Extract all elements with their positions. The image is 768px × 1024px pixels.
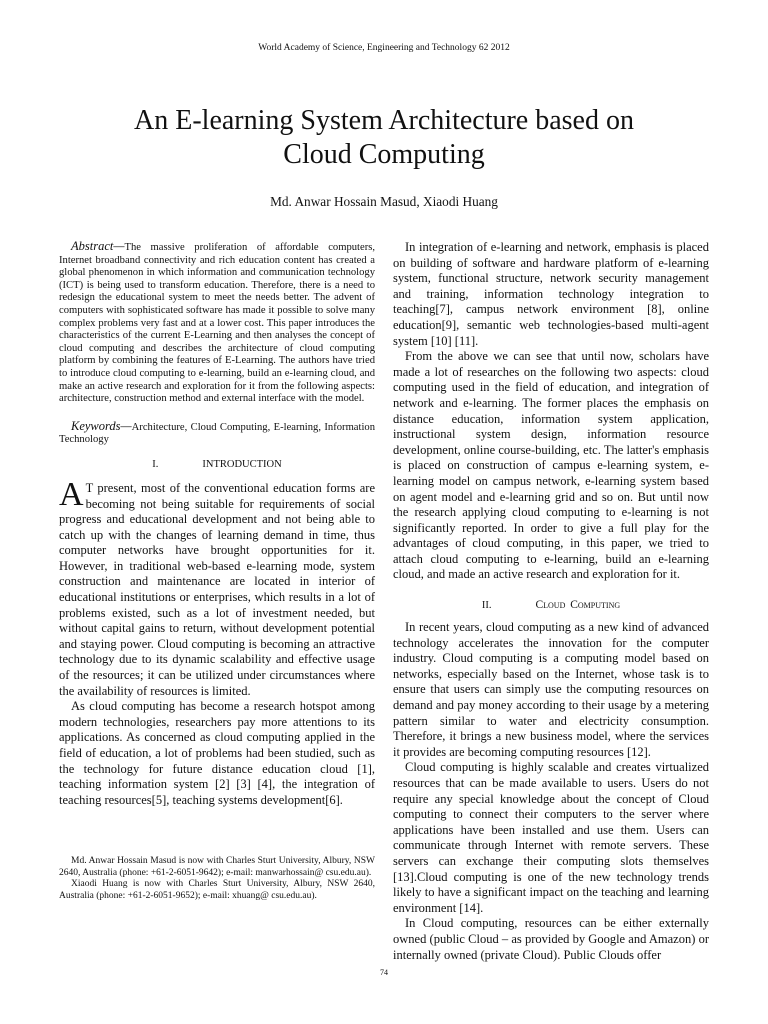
- intro-paragraph-2: As cloud computing has become a research hotspot among modern technologies, researchers pay more attentions to its applications. As concerned as cloud computing applied in the field of education, a lot of problems had been studied, such as the technology for future distance education cloud [1], teaching information system [2] [3] [4], the integration of teaching resources[5], teaching systems development[6].: [59, 699, 375, 807]
- cloud-paragraph-1: In recent years, cloud computing as a new kind of advanced technology accelerates the innovation for the computer industry. Cloud computing is a computing model based on networks, especially based on the Internet, whose task is to ensure that users can simply use the computing resources on demand and pay money according to their usage by a metering pattern similar to water and electricity consumption. Therefore, it brings a new business model, where the services it provides are becoming computing resources [12].: [393, 620, 709, 759]
- running-header: World Academy of Science, Engineering and Technology 62 2012: [258, 43, 510, 53]
- section-title: Cloud Computing: [535, 599, 621, 612]
- intro-paragraph-1: A T present, most of the conventional education forms are becoming not being suitable for requirements of social progress and educational development and not being able to catch up with the changes of learning demand in time, thus computer networks have brought opportunities for it. However, in traditional web-based e-learning mode, system construction and maintenance are located in interior of educational institutions or enterprises, which results in a lot of problems existed, such as a lot of investment needed, but without capital gains to return, without development potential and staying power. Cloud computing is becoming an attractive technology due to its dynamic scalability and effective usage of the resources; it can be utilized under circumstances where the availability of resources is limited.: [59, 475, 375, 698]
- cloud-paragraph-3: In Cloud computing, resources can be either externally owned (public Cloud – as provided by Google and Amazon) or internally owned (private Cloud). Public Clouds offer: [393, 916, 709, 962]
- author-list: Md. Anwar Hossain Masud, Xiaodi Huang: [270, 194, 498, 209]
- section-heading-cloud-computing: [393, 599, 709, 612]
- footnote-1: Md. Anwar Hossain Masud is now with Charles Sturt University, Albury, NSW 2640, Australia (phone: +61-2-6051-9642); e-mail: manwarhossain@ csu.edu.au).: [59, 856, 375, 878]
- abstract-text: The massive proliferation of affordable computers, Internet broadband connectivity and rich education content has created a global phenomenon in which information and communication technology (ICT) is being used to transform education. Therefore, there is a need to redesign the educational system to meet the needs better. The advent of computers with sophisticated software has made it possible to solve many complex problems very fast and at a lower cost. This paper introduces the characteristics of the current E-Learning and then analyses the concept of cloud computing and describes the architecture of cloud computing platform by combining the features of E-Learning. The authors have tried to introduce cloud computing to e-learning, build an e-learning cloud, and make an active research and exploration for it from the following aspects: architecture, construction method and external interface with the model.: [59, 242, 375, 405]
- section-number: I.: [152, 458, 159, 470]
- drop-cap: A: [59, 475, 84, 513]
- abstract: [59, 240, 375, 406]
- title-line-1: An E-learning System Architecture based on: [134, 105, 634, 136]
- section-number: II.: [481, 600, 492, 612]
- right-column: [393, 240, 709, 963]
- cloud-paragraph-2: Cloud computing is highly scalable and creates virtualized resources that can be made available to users. Users do not require any special knowledge about the concept of Cloud computing to connect their computers to the server where applications have been installed and use them. Users can communicate through Internet with remote servers. These servers can exchange their computing slots themselves [13].Cloud computing is one of the new technology trends likely to have a significant impact on the teaching and learning environment [14].: [393, 760, 709, 915]
- left-column: [59, 240, 375, 808]
- abstract-label: Abstract—: [71, 239, 125, 253]
- keywords-text: Architecture, Cloud Computing, E-learning, Information Technology: [59, 421, 375, 446]
- section-title: INTRODUCTION: [202, 458, 282, 470]
- title-line-2: Cloud Computing: [283, 139, 485, 170]
- author-footnotes: [59, 856, 375, 902]
- introduction-body: [59, 475, 375, 808]
- paper-title: [60, 104, 708, 172]
- right-paragraph-1: In integration of e-learning and network, emphasis is placed on building of software and hardware platform of e-learning system, functional structure, network security management and training, information technology integration to teaching[7], campus network environment [8], online education[9], semantic web technologies-based multi-agent system [10] [11].: [393, 240, 709, 348]
- keywords: [59, 420, 375, 447]
- footnote-2: Xiaodi Huang is now with Charles Sturt University, Albury, NSW 2640, Australia (phone: +61-2-6051-9652); e-mail: xhuang@ csu.edu.au).: [59, 879, 375, 901]
- page-number: 74: [380, 968, 388, 977]
- right-paragraph-2: From the above we can see that until now, scholars have made a lot of researches on the following two aspects: cloud computing used in the field of education, and integration of network and e-learning. The former places the emphasis on distance education, information system application, instructional system design, information resource development, online course-building, etc. The latter's emphasis is placed on construction of campus e-learning system, e-learning model on campus network, e-learning system based on agent model and e-learning grid and so on. But until now the research applying cloud computing to e-learning is not significantly reported. In order to give a full play for the advantages of cloud computing, in this paper, we tried to attach cloud computing to e-learning, build an e-learning cloud, and made an active research and exploration for it.: [393, 349, 709, 582]
- keywords-label: Keywords—: [71, 418, 132, 433]
- section-heading-introduction: [59, 459, 375, 471]
